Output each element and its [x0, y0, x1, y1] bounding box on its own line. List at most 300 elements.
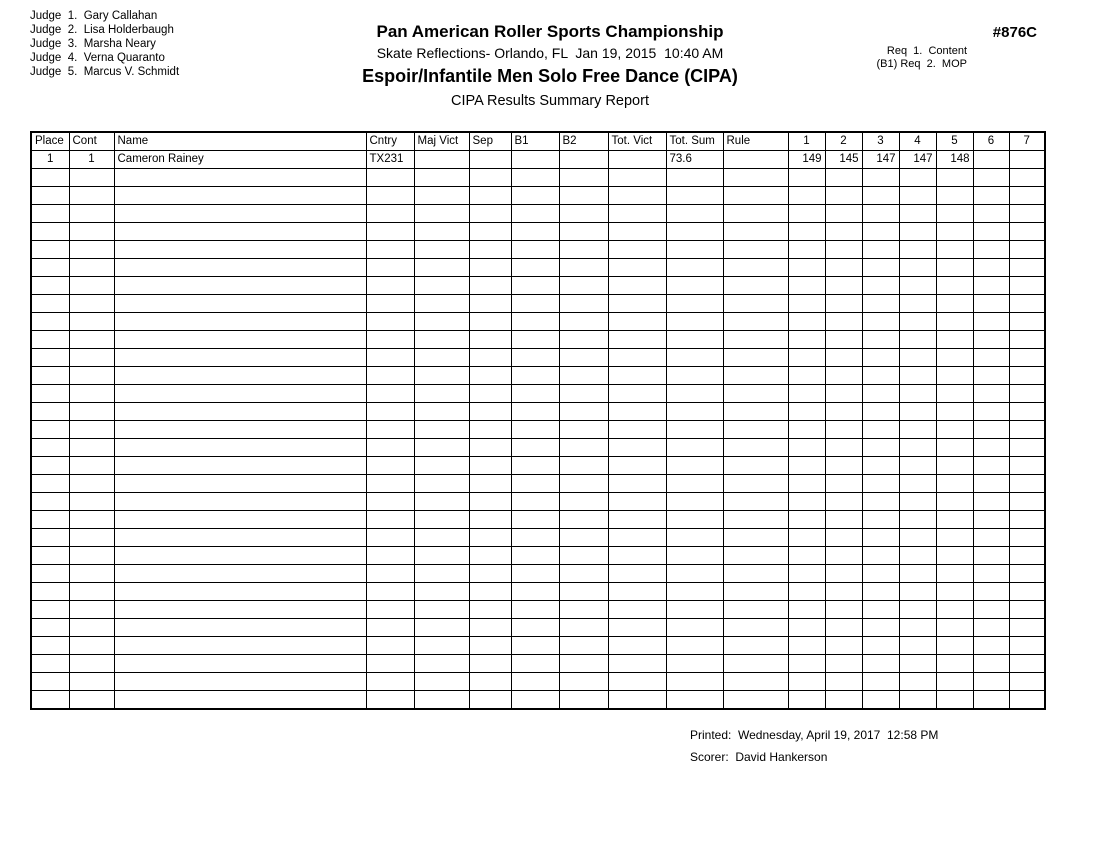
- table-cell: [973, 655, 1009, 673]
- table-cell: [788, 511, 825, 529]
- table-cell: [469, 511, 511, 529]
- table-cell: [1009, 331, 1045, 349]
- table-cell: [511, 457, 559, 475]
- table-row: [31, 691, 1045, 710]
- table-cell: [723, 529, 788, 547]
- table-cell: [414, 583, 469, 601]
- table-cell: [825, 547, 862, 565]
- table-cell: [511, 277, 559, 295]
- table-cell: [899, 439, 936, 457]
- table-cell: [114, 331, 366, 349]
- table-cell: [414, 511, 469, 529]
- scorer-name: Scorer: David Hankerson: [690, 750, 828, 764]
- table-cell: [1009, 511, 1045, 529]
- table-cell: [825, 259, 862, 277]
- table-cell: [511, 529, 559, 547]
- table-cell: [31, 205, 69, 223]
- table-cell: [723, 457, 788, 475]
- table-cell: [936, 475, 973, 493]
- table-cell: [862, 313, 899, 331]
- table-cell: [1009, 439, 1045, 457]
- table-cell: [936, 547, 973, 565]
- table-row: [31, 367, 1045, 385]
- table-cell: [936, 457, 973, 475]
- table-cell: [825, 349, 862, 367]
- table-cell: [511, 421, 559, 439]
- table-cell: [608, 205, 666, 223]
- table-cell: [31, 331, 69, 349]
- table-cell: [788, 493, 825, 511]
- table-cell: [31, 277, 69, 295]
- table-row: [31, 529, 1045, 547]
- table-cell: [936, 403, 973, 421]
- table-cell: [666, 619, 723, 637]
- table-cell: [559, 421, 608, 439]
- table-cell: [608, 475, 666, 493]
- table-cell: [366, 259, 414, 277]
- table-cell: [31, 493, 69, 511]
- table-row: [31, 295, 1045, 313]
- table-cell: [69, 169, 114, 187]
- table-cell: [69, 259, 114, 277]
- table-cell: [608, 583, 666, 601]
- table-cell: [559, 331, 608, 349]
- table-row: [31, 187, 1045, 205]
- table-cell: [114, 259, 366, 277]
- table-cell: [862, 457, 899, 475]
- table-cell: [936, 349, 973, 367]
- requirements-block: [877, 45, 967, 71]
- table-cell: [862, 637, 899, 655]
- table-cell: [862, 169, 899, 187]
- table-cell: [666, 403, 723, 421]
- table-row: [31, 331, 1045, 349]
- judge-line: Judge 3. Marsha Neary: [30, 38, 156, 50]
- table-cell: [899, 601, 936, 619]
- judge-line: Judge 4. Verna Quaranto: [30, 52, 165, 64]
- table-cell: [469, 385, 511, 403]
- table-cell: [1009, 673, 1045, 691]
- table-cell: [469, 691, 511, 710]
- table-cell: [862, 565, 899, 583]
- table-cell: [899, 385, 936, 403]
- table-cell: [899, 403, 936, 421]
- table-cell: [862, 277, 899, 295]
- table-cell: [899, 367, 936, 385]
- table-cell: [723, 637, 788, 655]
- header-cell: 2: [825, 132, 862, 151]
- table-cell: [608, 457, 666, 475]
- table-cell: [366, 403, 414, 421]
- table-cell: [825, 367, 862, 385]
- table-cell: [31, 655, 69, 673]
- table-cell: [31, 673, 69, 691]
- table-cell: [469, 493, 511, 511]
- table-row: [31, 385, 1045, 403]
- table-cell: [862, 439, 899, 457]
- table-cell: [559, 187, 608, 205]
- table-cell: [825, 637, 862, 655]
- table-cell: [511, 223, 559, 241]
- table-cell: [862, 349, 899, 367]
- table-cell: [936, 169, 973, 187]
- table-cell: [608, 691, 666, 710]
- table-cell: [366, 457, 414, 475]
- table-cell: 148: [936, 151, 973, 169]
- table-cell: [366, 655, 414, 673]
- table-cell: [1009, 187, 1045, 205]
- table-cell: [666, 241, 723, 259]
- table-cell: [366, 169, 414, 187]
- table-cell: [366, 691, 414, 710]
- table-cell: [114, 691, 366, 710]
- table-cell: [114, 655, 366, 673]
- table-cell: [723, 493, 788, 511]
- table-cell: [973, 187, 1009, 205]
- table-cell: [862, 673, 899, 691]
- table-cell: [666, 583, 723, 601]
- table-cell: [469, 151, 511, 169]
- table-cell: [973, 349, 1009, 367]
- table-cell: [31, 367, 69, 385]
- table-cell: [973, 691, 1009, 710]
- table-cell: [69, 637, 114, 655]
- table-cell: [666, 313, 723, 331]
- table-cell: [31, 583, 69, 601]
- table-cell: [899, 169, 936, 187]
- table-cell: [114, 619, 366, 637]
- table-cell: [723, 439, 788, 457]
- table-cell: [973, 673, 1009, 691]
- table-cell: [723, 475, 788, 493]
- table-cell: [825, 457, 862, 475]
- table-cell: [469, 475, 511, 493]
- table-cell: [723, 205, 788, 223]
- table-cell: [1009, 403, 1045, 421]
- table-cell: [899, 457, 936, 475]
- table-cell: [608, 295, 666, 313]
- table-cell: [469, 205, 511, 223]
- table-cell: [1009, 637, 1045, 655]
- table-cell: [723, 331, 788, 349]
- table-cell: [973, 385, 1009, 403]
- table-cell: [559, 637, 608, 655]
- table-cell: [69, 691, 114, 710]
- table-cell: [114, 439, 366, 457]
- table-cell: [608, 151, 666, 169]
- table-cell: [899, 511, 936, 529]
- header-cell: Name: [114, 132, 366, 151]
- table-cell: [559, 385, 608, 403]
- table-cell: [511, 313, 559, 331]
- table-cell: [469, 367, 511, 385]
- table-cell: [788, 457, 825, 475]
- table-cell: [511, 295, 559, 313]
- championship-title: Pan American Roller Sports Championship: [376, 22, 724, 41]
- table-cell: [1009, 475, 1045, 493]
- table-cell: [973, 439, 1009, 457]
- table-cell: [666, 349, 723, 367]
- table-cell: [469, 655, 511, 673]
- results-table: [30, 131, 1046, 710]
- table-cell: [973, 565, 1009, 583]
- table-cell: [862, 367, 899, 385]
- table-cell: [608, 493, 666, 511]
- table-cell: [723, 511, 788, 529]
- table-cell: [1009, 349, 1045, 367]
- table-cell: [936, 241, 973, 259]
- table-cell: [366, 385, 414, 403]
- table-cell: [469, 331, 511, 349]
- table-cell: [366, 295, 414, 313]
- table-cell: [1009, 205, 1045, 223]
- results-table-body: [31, 151, 1045, 710]
- table-cell: [825, 619, 862, 637]
- table-row: [31, 493, 1045, 511]
- table-cell: [936, 619, 973, 637]
- table-cell: [973, 421, 1009, 439]
- table-cell: [973, 331, 1009, 349]
- table-cell: [69, 205, 114, 223]
- table-cell: [31, 169, 69, 187]
- table-cell: [666, 511, 723, 529]
- table-row: [31, 151, 1045, 169]
- table-cell: [114, 493, 366, 511]
- table-cell: [114, 223, 366, 241]
- table-cell: [973, 277, 1009, 295]
- table-cell: [788, 439, 825, 457]
- table-cell: [31, 601, 69, 619]
- table-cell: [366, 547, 414, 565]
- table-cell: [511, 241, 559, 259]
- table-cell: [69, 223, 114, 241]
- table-cell: [825, 493, 862, 511]
- table-cell: [788, 331, 825, 349]
- table-cell: [608, 367, 666, 385]
- table-cell: [666, 187, 723, 205]
- table-cell: [469, 313, 511, 331]
- table-cell: [862, 223, 899, 241]
- table-cell: [366, 349, 414, 367]
- table-cell: [666, 475, 723, 493]
- table-row: [31, 313, 1045, 331]
- header-cell: Maj Vict: [414, 132, 469, 151]
- table-cell: [608, 331, 666, 349]
- table-cell: [788, 637, 825, 655]
- table-cell: [825, 673, 862, 691]
- table-cell: [559, 493, 608, 511]
- table-cell: [723, 349, 788, 367]
- table-cell: [723, 169, 788, 187]
- header-cell: B1: [511, 132, 559, 151]
- table-cell: [511, 205, 559, 223]
- table-cell: [973, 511, 1009, 529]
- table-cell: [31, 511, 69, 529]
- table-cell: [666, 223, 723, 241]
- table-cell: [666, 205, 723, 223]
- table-cell: [723, 547, 788, 565]
- table-row: [31, 439, 1045, 457]
- table-cell: [414, 187, 469, 205]
- table-cell: [936, 385, 973, 403]
- table-cell: [936, 691, 973, 710]
- table-cell: [973, 475, 1009, 493]
- header-cell: 6: [973, 132, 1009, 151]
- venue-date-line: Skate Reflections- Orlando, FL Jan 19, 2015 10:40 AM: [376, 45, 724, 61]
- table-cell: [899, 619, 936, 637]
- table-cell: [114, 313, 366, 331]
- table-cell: [723, 619, 788, 637]
- table-cell: [414, 403, 469, 421]
- table-cell: [973, 547, 1009, 565]
- table-cell: [788, 565, 825, 583]
- table-cell: [69, 475, 114, 493]
- table-cell: [31, 475, 69, 493]
- header-cell: 7: [1009, 132, 1045, 151]
- table-cell: [936, 223, 973, 241]
- table-cell: [666, 169, 723, 187]
- table-cell: [31, 223, 69, 241]
- table-cell: [723, 295, 788, 313]
- table-cell: [31, 349, 69, 367]
- header-row: [31, 132, 1045, 151]
- table-cell: [559, 241, 608, 259]
- table-cell: [414, 259, 469, 277]
- table-cell: [788, 313, 825, 331]
- table-cell: [899, 637, 936, 655]
- table-cell: [114, 403, 366, 421]
- table-cell: [862, 493, 899, 511]
- table-cell: [69, 385, 114, 403]
- table-cell: [366, 511, 414, 529]
- table-cell: [788, 691, 825, 710]
- table-cell: [666, 331, 723, 349]
- table-cell: [69, 511, 114, 529]
- event-code: #876C: [992, 24, 1037, 41]
- table-cell: [414, 673, 469, 691]
- table-row: [31, 403, 1045, 421]
- table-cell: [414, 151, 469, 169]
- table-cell: [31, 403, 69, 421]
- table-cell: [114, 565, 366, 583]
- table-cell: [469, 187, 511, 205]
- table-cell: [69, 493, 114, 511]
- table-cell: [973, 367, 1009, 385]
- table-cell: [414, 493, 469, 511]
- table-cell: [899, 547, 936, 565]
- table-cell: [69, 331, 114, 349]
- table-cell: [511, 655, 559, 673]
- table-cell: [825, 403, 862, 421]
- table-cell: [666, 565, 723, 583]
- table-cell: [469, 223, 511, 241]
- table-cell: 147: [899, 151, 936, 169]
- header-cell: Tot. Vict: [608, 132, 666, 151]
- table-cell: [69, 547, 114, 565]
- table-cell: [666, 421, 723, 439]
- table-row: [31, 421, 1045, 439]
- table-cell: [414, 223, 469, 241]
- table-cell: [608, 277, 666, 295]
- table-cell: [469, 259, 511, 277]
- table-cell: [559, 529, 608, 547]
- table-cell: [862, 385, 899, 403]
- table-cell: [559, 691, 608, 710]
- table-cell: [414, 241, 469, 259]
- table-cell: [69, 601, 114, 619]
- table-cell: [559, 151, 608, 169]
- table-cell: [899, 565, 936, 583]
- table-cell: [114, 601, 366, 619]
- table-cell: [366, 637, 414, 655]
- table-cell: [788, 349, 825, 367]
- table-cell: [469, 583, 511, 601]
- table-cell: [469, 565, 511, 583]
- table-cell: [511, 385, 559, 403]
- table-cell: [899, 583, 936, 601]
- table-cell: [723, 691, 788, 710]
- table-cell: [608, 673, 666, 691]
- table-cell: [511, 565, 559, 583]
- table-cell: [608, 313, 666, 331]
- table-cell: [666, 277, 723, 295]
- table-cell: [723, 385, 788, 403]
- table-cell: [899, 223, 936, 241]
- table-cell: [936, 295, 973, 313]
- table-cell: [69, 367, 114, 385]
- table-cell: [936, 655, 973, 673]
- report-type-title: CIPA Results Summary Report: [451, 93, 649, 109]
- table-cell: [114, 367, 366, 385]
- table-cell: [469, 529, 511, 547]
- table-cell: [666, 655, 723, 673]
- table-cell: [469, 403, 511, 421]
- table-cell: [1009, 151, 1045, 169]
- table-cell: [825, 313, 862, 331]
- table-cell: [862, 601, 899, 619]
- table-cell: [511, 637, 559, 655]
- table-cell: [788, 187, 825, 205]
- table-cell: [31, 385, 69, 403]
- table-cell: [414, 601, 469, 619]
- table-cell: [414, 655, 469, 673]
- table-cell: [69, 655, 114, 673]
- table-cell: [366, 529, 414, 547]
- table-cell: [69, 241, 114, 259]
- table-cell: [31, 241, 69, 259]
- table-cell: [723, 655, 788, 673]
- table-cell: [608, 349, 666, 367]
- table-cell: [1009, 619, 1045, 637]
- table-cell: [788, 277, 825, 295]
- table-cell: Cameron Rainey: [114, 151, 366, 169]
- table-cell: [69, 439, 114, 457]
- table-cell: [414, 457, 469, 475]
- table-cell: [114, 529, 366, 547]
- table-cell: [862, 421, 899, 439]
- table-cell: [899, 349, 936, 367]
- table-cell: [788, 529, 825, 547]
- table-cell: [511, 187, 559, 205]
- judge-line: Judge 5. Marcus V. Schmidt: [30, 66, 180, 78]
- table-cell: [414, 421, 469, 439]
- table-cell: [825, 295, 862, 313]
- table-cell: [31, 421, 69, 439]
- table-cell: [608, 385, 666, 403]
- table-cell: [788, 601, 825, 619]
- table-cell: [511, 691, 559, 710]
- table-cell: [31, 313, 69, 331]
